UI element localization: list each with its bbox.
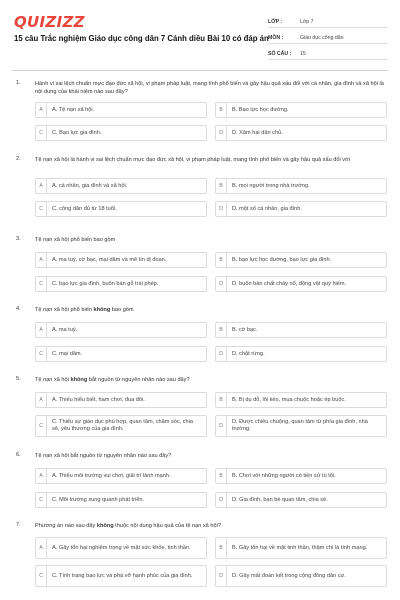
option-c[interactable] xyxy=(35,492,207,508)
option-d[interactable] xyxy=(215,346,387,362)
question-text: Tệ nạn xã hội bắt nguồn từ nguyên nhân nào sau đây? xyxy=(35,453,172,459)
question-text: Hành vi sai lệch chuẩn mực đạo đức xã hội, vi phạm pháp luật, mang tính phổ biến và gây hậu quả xấu đối với cá nhân, gia đình và xã hội là nội dung của khái niệm nào sau đây? xyxy=(35,81,384,96)
question-number: 2. xyxy=(16,156,21,162)
option-b[interactable] xyxy=(215,392,387,408)
option-text: D. Xâm hại dân chủ. xyxy=(232,129,283,136)
option-text: D. buôn bán chất cháy nổ, động vật quý hiếm. xyxy=(232,280,347,287)
meta-value: Lớp 7 xyxy=(300,19,314,25)
meta-value: Giáo dục công dân xyxy=(300,35,344,41)
option-letter: D xyxy=(216,347,227,361)
question-number: 6. xyxy=(16,452,21,458)
option-text: B. Bị dụ dỗ, lôi kéo, mua chuộc hoặc ép buộc. xyxy=(232,396,346,403)
option-letter: D xyxy=(216,416,227,436)
option-letter: D xyxy=(216,126,227,140)
option-text: A. Thiếu môi trường vui chơi, giải trí lành mạnh. xyxy=(52,472,171,479)
option-d[interactable] xyxy=(215,276,387,292)
worksheet-meta xyxy=(268,14,388,62)
option-d[interactable] xyxy=(215,565,387,587)
question-number: 7. xyxy=(16,522,21,528)
option-b[interactable] xyxy=(215,537,387,559)
option-b[interactable] xyxy=(215,178,387,194)
question-text-part: Tệ nạn xã hội phổ biến xyxy=(35,307,94,313)
option-c[interactable] xyxy=(35,565,207,587)
question-text xyxy=(35,376,385,384)
option-text: C. bạo lực gia đình, buôn bán gỗ trái phép. xyxy=(52,280,159,287)
question-text: Tệ nạn xã hội là hành vi sai lệch chuẩn mực đạo đức xã hội, vi phạm pháp luật, mang tính phổ biến và gây hậu quả xấu đối với xyxy=(35,157,350,163)
option-letter: A xyxy=(36,538,47,558)
option-a[interactable] xyxy=(35,322,207,338)
option-b[interactable] xyxy=(215,252,387,268)
question-number: 3. xyxy=(16,236,21,242)
option-letter: A xyxy=(36,103,47,117)
option-letter: A xyxy=(36,179,47,193)
option-a[interactable] xyxy=(35,537,207,559)
option-c[interactable] xyxy=(35,415,207,437)
option-text: A. cá nhân, gia đình và xã hội. xyxy=(52,182,128,189)
worksheet-title: 15 câu Trắc nghiệm Giáo dục công dân 7 Cánh diều Bài 10 có đáp án xyxy=(14,34,269,43)
header-divider xyxy=(12,70,388,71)
option-a[interactable] xyxy=(35,102,207,118)
question-text xyxy=(35,522,385,530)
question-number: 1. xyxy=(16,80,21,86)
option-letter: B xyxy=(216,393,227,407)
option-c[interactable] xyxy=(35,201,207,217)
option-letter: D xyxy=(216,493,227,507)
option-d[interactable] xyxy=(215,125,387,141)
option-text: D. Gia đình, bạn bè quan tâm, chia sẻ. xyxy=(232,496,328,503)
option-letter: D xyxy=(216,202,227,216)
option-letter: C xyxy=(36,277,47,291)
question-text xyxy=(35,306,385,314)
option-text: A. Gây tổn hại nghiêm trọng về mặt sức khỏe, tinh thần. xyxy=(52,544,191,551)
option-text: C. Tình trạng bạo lực và phá vỡ hạnh phúc của gia đình. xyxy=(52,572,193,579)
option-text: B. Chơi với những người có tiền sử tù tội. xyxy=(232,472,336,479)
option-text: B. Gây tổn hại về mặt tinh thần, thậm chí là tính mạng. xyxy=(232,544,368,551)
option-letter: A xyxy=(36,323,47,337)
option-c[interactable] xyxy=(35,125,207,141)
meta-row-count xyxy=(268,46,388,60)
option-letter: B xyxy=(216,103,227,117)
option-d[interactable] xyxy=(215,492,387,508)
option-text: C. công dân đủ từ 18 tuổi. xyxy=(52,205,117,212)
option-text: A. Tệ nạn xã hội. xyxy=(52,106,95,113)
meta-label: SỐ CÂU : xyxy=(268,51,292,57)
question-text-part: Tệ nạn xã hội xyxy=(35,377,71,383)
question-text-part: bao gồm xyxy=(110,307,134,313)
meta-label: LỚP : xyxy=(268,19,283,25)
option-a[interactable] xyxy=(35,252,207,268)
option-letter: B xyxy=(216,253,227,267)
question-text-emphasis: không xyxy=(93,307,111,313)
question-number: 5. xyxy=(16,376,21,382)
meta-row-subject xyxy=(268,30,388,44)
option-text: D. một số cá nhân, gia đình. xyxy=(232,205,302,212)
question-text-emphasis: không xyxy=(96,523,114,529)
option-text: D. Gây mất đoàn kết trong cộng đồng dân cư. xyxy=(232,572,346,579)
option-b[interactable] xyxy=(215,102,387,118)
option-c[interactable] xyxy=(35,276,207,292)
option-b[interactable] xyxy=(215,322,387,338)
option-letter: B xyxy=(216,538,227,558)
option-a[interactable] xyxy=(35,468,207,484)
meta-label: MÔN : xyxy=(268,35,284,41)
option-text: B. mọi người trong nhà trường. xyxy=(232,182,310,189)
option-text: B. Bạo lực học đường. xyxy=(232,106,289,113)
quizizz-logo: QUIZIZZ xyxy=(14,13,85,31)
option-d[interactable] xyxy=(215,201,387,217)
option-letter: B xyxy=(216,469,227,483)
option-text: A. ma tuý, cờ bạc, mại dâm và mê tín dị đoan. xyxy=(52,256,167,263)
option-text: D. chặt rừng. xyxy=(232,350,265,357)
question-text-part: bắt nguồn từ nguyên nhân nào sau đây? xyxy=(87,377,190,383)
option-letter: A xyxy=(36,469,47,483)
option-a[interactable] xyxy=(35,392,207,408)
option-text: C. Thiếu sự giáo dục phù hợp, quan tâm, chăm sóc, chia sẻ, yêu thương của gia đình. xyxy=(52,419,194,432)
option-letter: C xyxy=(36,347,47,361)
option-d[interactable] xyxy=(215,415,387,437)
option-text: D. Được chiều chuộng, quan tâm từ phía gia đình, nhà trường. xyxy=(232,419,368,432)
option-text: C. Môi trường xung quanh phát triển. xyxy=(52,496,144,503)
worksheet-header xyxy=(0,0,400,72)
option-letter: A xyxy=(36,393,47,407)
option-text: C. Bạo lực gia đình. xyxy=(52,129,102,136)
option-letter: C xyxy=(36,493,47,507)
option-letter: D xyxy=(216,566,227,586)
question-text-part: Phương án nào sau đây xyxy=(35,523,97,529)
option-text: B. cờ bạc. xyxy=(232,326,258,333)
option-letter: C xyxy=(36,126,47,140)
option-c[interactable] xyxy=(35,346,207,362)
option-text: A. ma tuý. xyxy=(52,326,78,333)
option-b[interactable] xyxy=(215,468,387,484)
question-text-part: thuộc nội dung hậu quả của tệ nạn xã hội? xyxy=(113,523,221,529)
option-letter: B xyxy=(216,179,227,193)
question-text: Tệ nạn xã hội phổ biến bao gồm xyxy=(35,237,116,243)
option-letter: C xyxy=(36,566,47,586)
question-text-emphasis: không xyxy=(70,377,88,383)
option-letter: C xyxy=(36,202,47,216)
option-text: A. Thiếu hiểu biết, ham chơi, đua đòi. xyxy=(52,396,145,403)
option-text: B. bạo lực học đường, bạo lực gia đình. xyxy=(232,256,332,263)
option-letter: C xyxy=(36,416,47,436)
option-letter: B xyxy=(216,323,227,337)
option-letter: A xyxy=(36,253,47,267)
question-number: 4. xyxy=(16,306,21,312)
meta-row-grade xyxy=(268,14,388,28)
meta-value: 15 xyxy=(300,51,306,57)
option-letter: D xyxy=(216,277,227,291)
option-a[interactable] xyxy=(35,178,207,194)
option-text: C. mại dâm. xyxy=(52,350,83,357)
